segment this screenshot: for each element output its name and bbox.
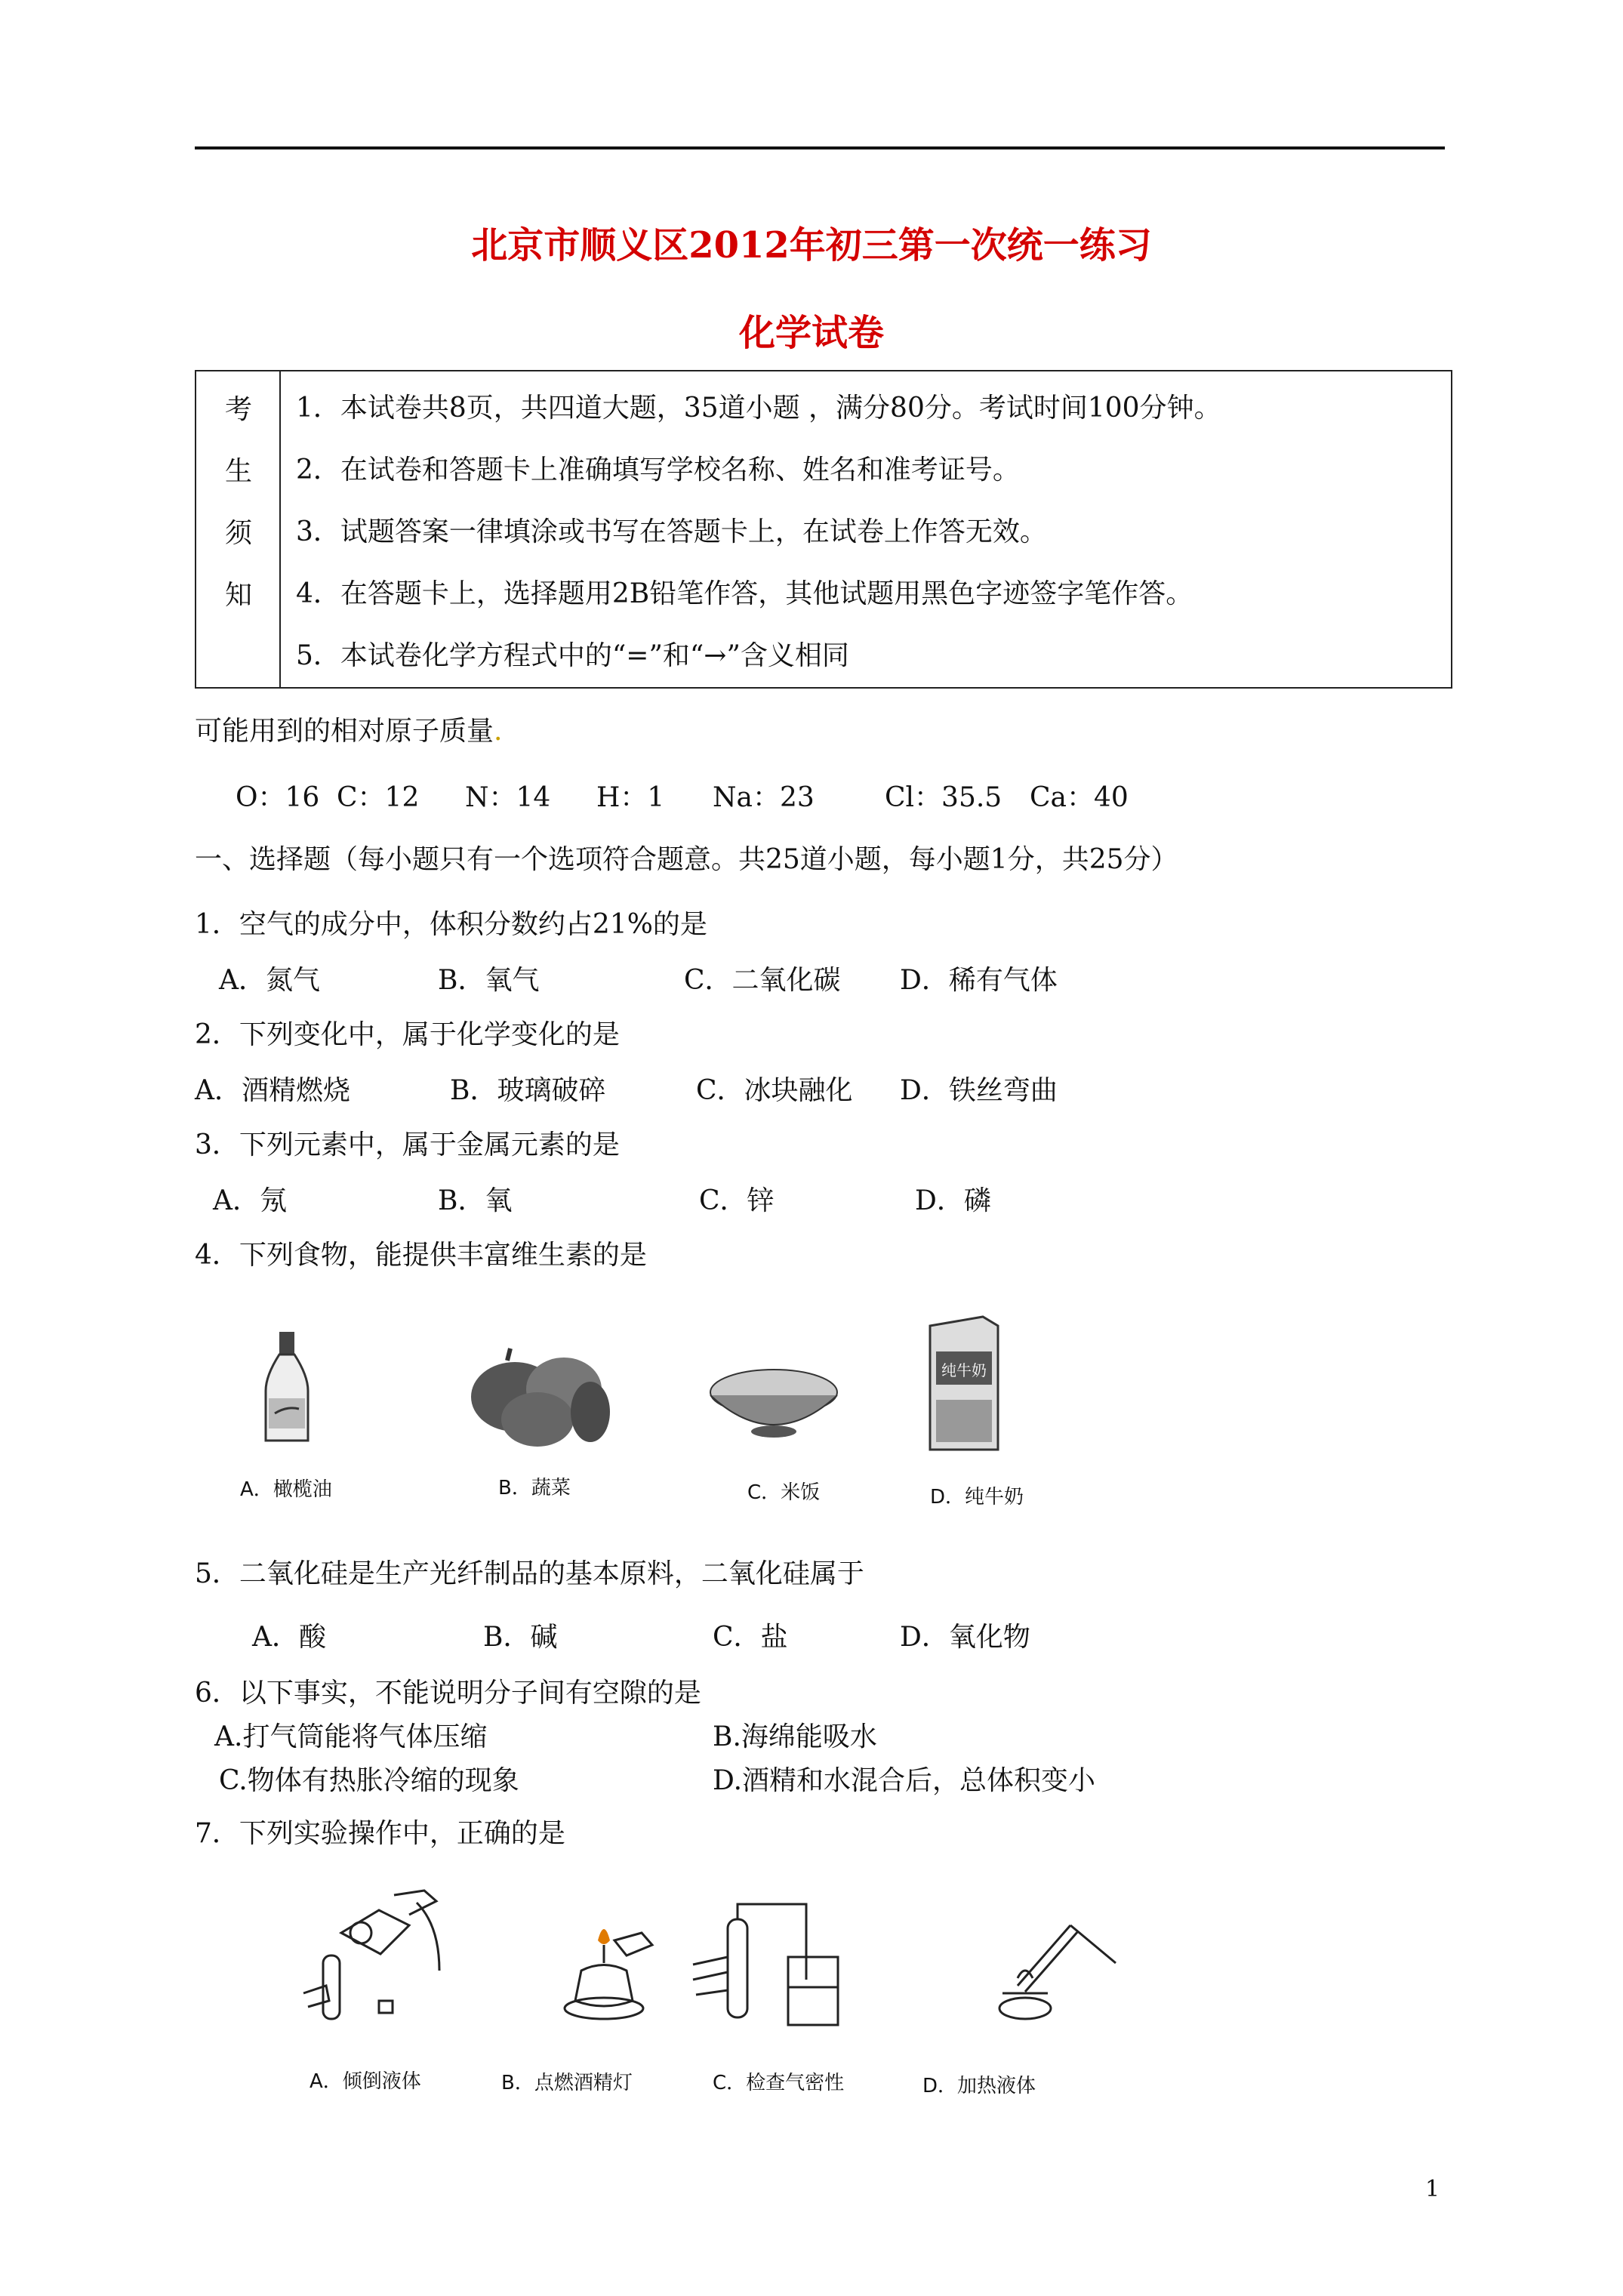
option-a: A．酒精燃烧 [195, 1075, 350, 1106]
question-stem: 6．以下事实，不能说明分子间有空隙的是 [195, 1678, 701, 1709]
notice-line: 4．在答题卡上，选择题用2B铅笔作答，其他试题用黑色字迹签字笔作答。 [296, 578, 1193, 609]
option-b: B．碱 [483, 1622, 558, 1653]
question-stem: 3．下列元素中，属于金属元素的是 [195, 1130, 620, 1160]
atomic-mass-heading: 可能用到的相对原子质量. [195, 716, 503, 747]
option-a: A．酸 [252, 1622, 326, 1653]
option-a: A.打气筒能将气体压缩 [214, 1721, 488, 1752]
notice-side-char: 知 [224, 580, 252, 611]
page-number: 1 [1425, 2176, 1440, 2202]
notice-line: 5．本试卷化学方程式中的“=”和“→”含义相同 [296, 640, 849, 671]
notice-side-char: 考 [224, 394, 252, 425]
heat-liquid-image [957, 1903, 1123, 2031]
option-d: D．氧化物 [900, 1622, 1030, 1653]
notice-line: 3．试题答案一律填涂或书写在答题卡上，在试卷上作答无效。 [296, 516, 1047, 547]
olive-oil-bottle-image [257, 1330, 317, 1444]
notice-divider [279, 370, 281, 689]
notice-line: 1．本试卷共8页，共四道大题，35道小题 ，满分80分。考试时间100分钟。 [296, 393, 1221, 424]
option-c: C．锌 [699, 1185, 775, 1216]
page-title: 北京市顺义区2012年初三第一次统一练习 [471, 224, 1152, 267]
option-c: C．米饭 [747, 1481, 821, 1504]
option-c: C．冰块融化 [696, 1075, 853, 1106]
option-d: D．稀有气体 [900, 965, 1058, 996]
atomic-mass-n: N：14 [465, 782, 551, 813]
check-airtightness-image [685, 1897, 867, 2032]
page-subtitle: 化学试卷 [738, 312, 884, 354]
atomic-mass-h: H：1 [596, 782, 665, 813]
option-c: C．二氧化碳 [684, 965, 841, 996]
milk-carton-label: 纯牛奶 [941, 1361, 987, 1379]
notice-line: 2．在试卷和答题卡上准确填写学校名称、姓名和准考证号。 [296, 455, 1020, 485]
option-b: B．玻璃破碎 [450, 1075, 606, 1106]
question-stem: 2．下列变化中，属于化学变化的是 [195, 1019, 620, 1050]
top-rule [195, 146, 1445, 149]
option-d: D．磷 [915, 1185, 991, 1216]
option-c: C.物体有热胀冷缩的现象 [219, 1765, 519, 1796]
option-b: B．氧 [438, 1185, 513, 1216]
atomic-mass-c: C：12 [337, 782, 420, 813]
option-b: B．点燃酒精灯 [501, 2072, 633, 2094]
option-a: A．氖 [213, 1185, 287, 1216]
option-c: C．盐 [713, 1622, 788, 1653]
option-d: D．铁丝弯曲 [900, 1075, 1058, 1106]
section-heading: 一、选择题（每小题只有一个选项符合题意。共25道小题，每小题1分，共25分） [195, 844, 1178, 875]
question-stem: 4．下列食物，能提供丰富维生素的是 [195, 1240, 647, 1271]
atomic-mass-na: Na：23 [713, 782, 815, 813]
question-stem: 5．二氧化硅是生产光纤制品的基本原料，二氧化硅属于 [195, 1558, 864, 1589]
light-alcohol-lamp-image [551, 1918, 664, 2031]
option-c: C．检查气密性 [713, 2072, 845, 2094]
option-a: A．橄榄油 [240, 1478, 332, 1501]
atomic-mass-o: O：16 [236, 782, 320, 813]
question-stem: 1．空气的成分中，体积分数约占21%的是 [195, 909, 707, 940]
pour-liquid-image [296, 1880, 462, 2031]
notice-side-char: 生 [224, 456, 252, 487]
option-a: A．倾倒液体 [310, 2070, 421, 2093]
exam-notice-box [195, 370, 1452, 689]
rice-bowl-image [702, 1365, 845, 1441]
option-b: B．蔬菜 [498, 1477, 571, 1499]
option-d: D.酒精和水混合后，总体积变小 [713, 1765, 1096, 1796]
notice-side-char: 须 [224, 518, 252, 549]
option-d: D．加热液体 [922, 2075, 1036, 2097]
atomic-mass-ca: Ca：40 [1030, 782, 1129, 813]
question-stem: 7．下列实验操作中，正确的是 [195, 1818, 565, 1849]
option-d: D．纯牛奶 [930, 1486, 1024, 1509]
option-b: B.海绵能吸水 [713, 1721, 877, 1752]
option-b: B．氧气 [438, 965, 540, 996]
milk-carton-image [922, 1309, 1006, 1453]
vegetables-peppers-image [462, 1344, 613, 1450]
atomic-mass-cl: Cl：35.5 [885, 782, 1002, 813]
option-a: A．氮气 [219, 965, 320, 996]
